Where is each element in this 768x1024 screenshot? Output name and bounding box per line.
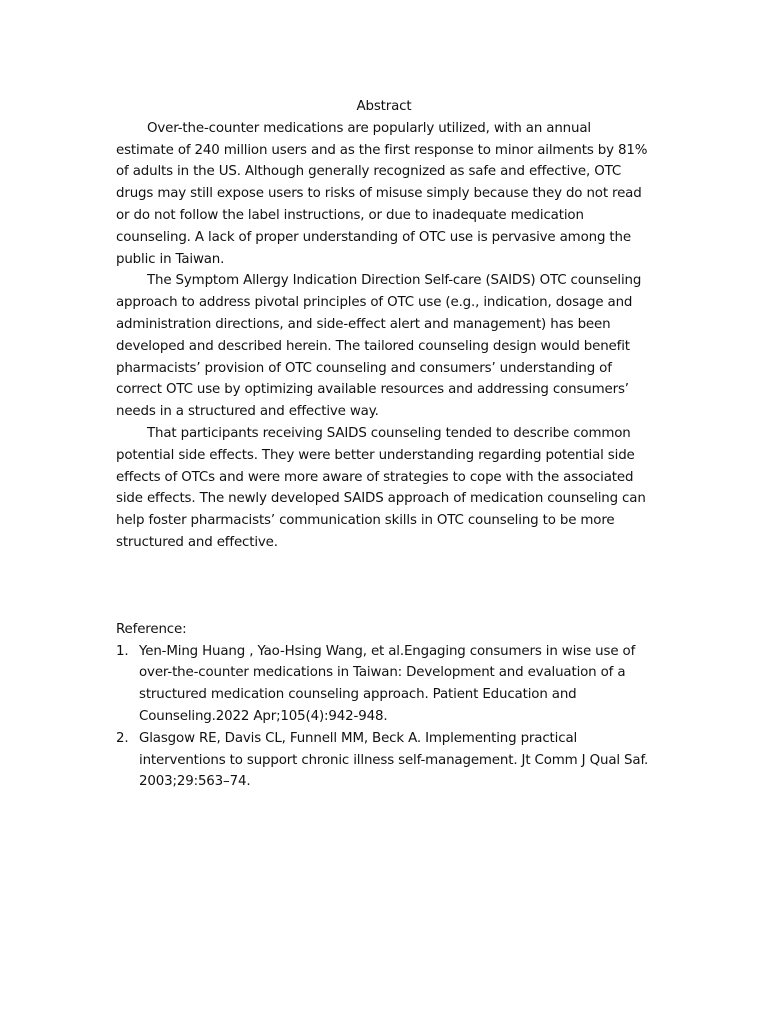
reference-number: 1. bbox=[116, 643, 129, 659]
abstract-paragraph: Over-the-counter medications are popularly utilized, with an annual estimate of 240 million users and as the first response to minor ailments by 81% of adults in the US. Although generally recognized as safe and effective, OTC drugs may still expose users to risks of misuse simply because they do not read or do not follow the label instructions, or due to inadequate medication counseling. A lack of proper understanding of OTC use is pervasive among the public in Taiwan. bbox=[116, 120, 648, 267]
abstract-title: Abstract bbox=[356, 99, 412, 114]
reference-item bbox=[116, 641, 652, 728]
references-list bbox=[116, 641, 652, 794]
reference-text: Glasgow RE, Davis CL, Funnell MM, Beck A. Implementing practical interventions to support chronic illness self-management. Jt Comm J Qual Saf. 2003;29:563–74. bbox=[139, 730, 649, 790]
reference-text: Yen-Ming Huang , Yao-Hsing Wang, et al.Engaging consumers in wise use of over-the-counter medications in Taiwan: Development and evaluation of a structured medication counseling approach. Patient Education and Counseling.2022 Apr;105(4):942-948. bbox=[139, 643, 636, 724]
references-section bbox=[116, 619, 652, 793]
reference-item bbox=[116, 728, 652, 793]
reference-number: 2. bbox=[116, 730, 129, 746]
abstract-body bbox=[116, 118, 652, 554]
abstract-paragraph: The Symptom Allergy Indication Direction Self-care (SAIDS) OTC counseling approach to address pivotal principles of OTC use (e.g., indication, dosage and administration directions, and side-effect alert and management) has been developed and described herein. The tailored counseling design would benefit pharmacists’ provision of OTC counseling and consumers’ understanding of correct OTC use by optimizing available resources and addressing consumers’ needs in a structured and effective way. bbox=[116, 273, 642, 420]
references-heading: Reference: bbox=[116, 621, 187, 637]
document-page bbox=[116, 96, 652, 793]
abstract-paragraph: That participants receiving SAIDS counseling tended to describe common potential side effects. They were better understanding regarding potential side effects of OTCs and were more aware of strategies to cope with the associated side effects. The newly developed SAIDS approach of medication counseling can help foster pharmacists’ communication skills in OTC counseling to be more structured and effective. bbox=[116, 425, 646, 550]
